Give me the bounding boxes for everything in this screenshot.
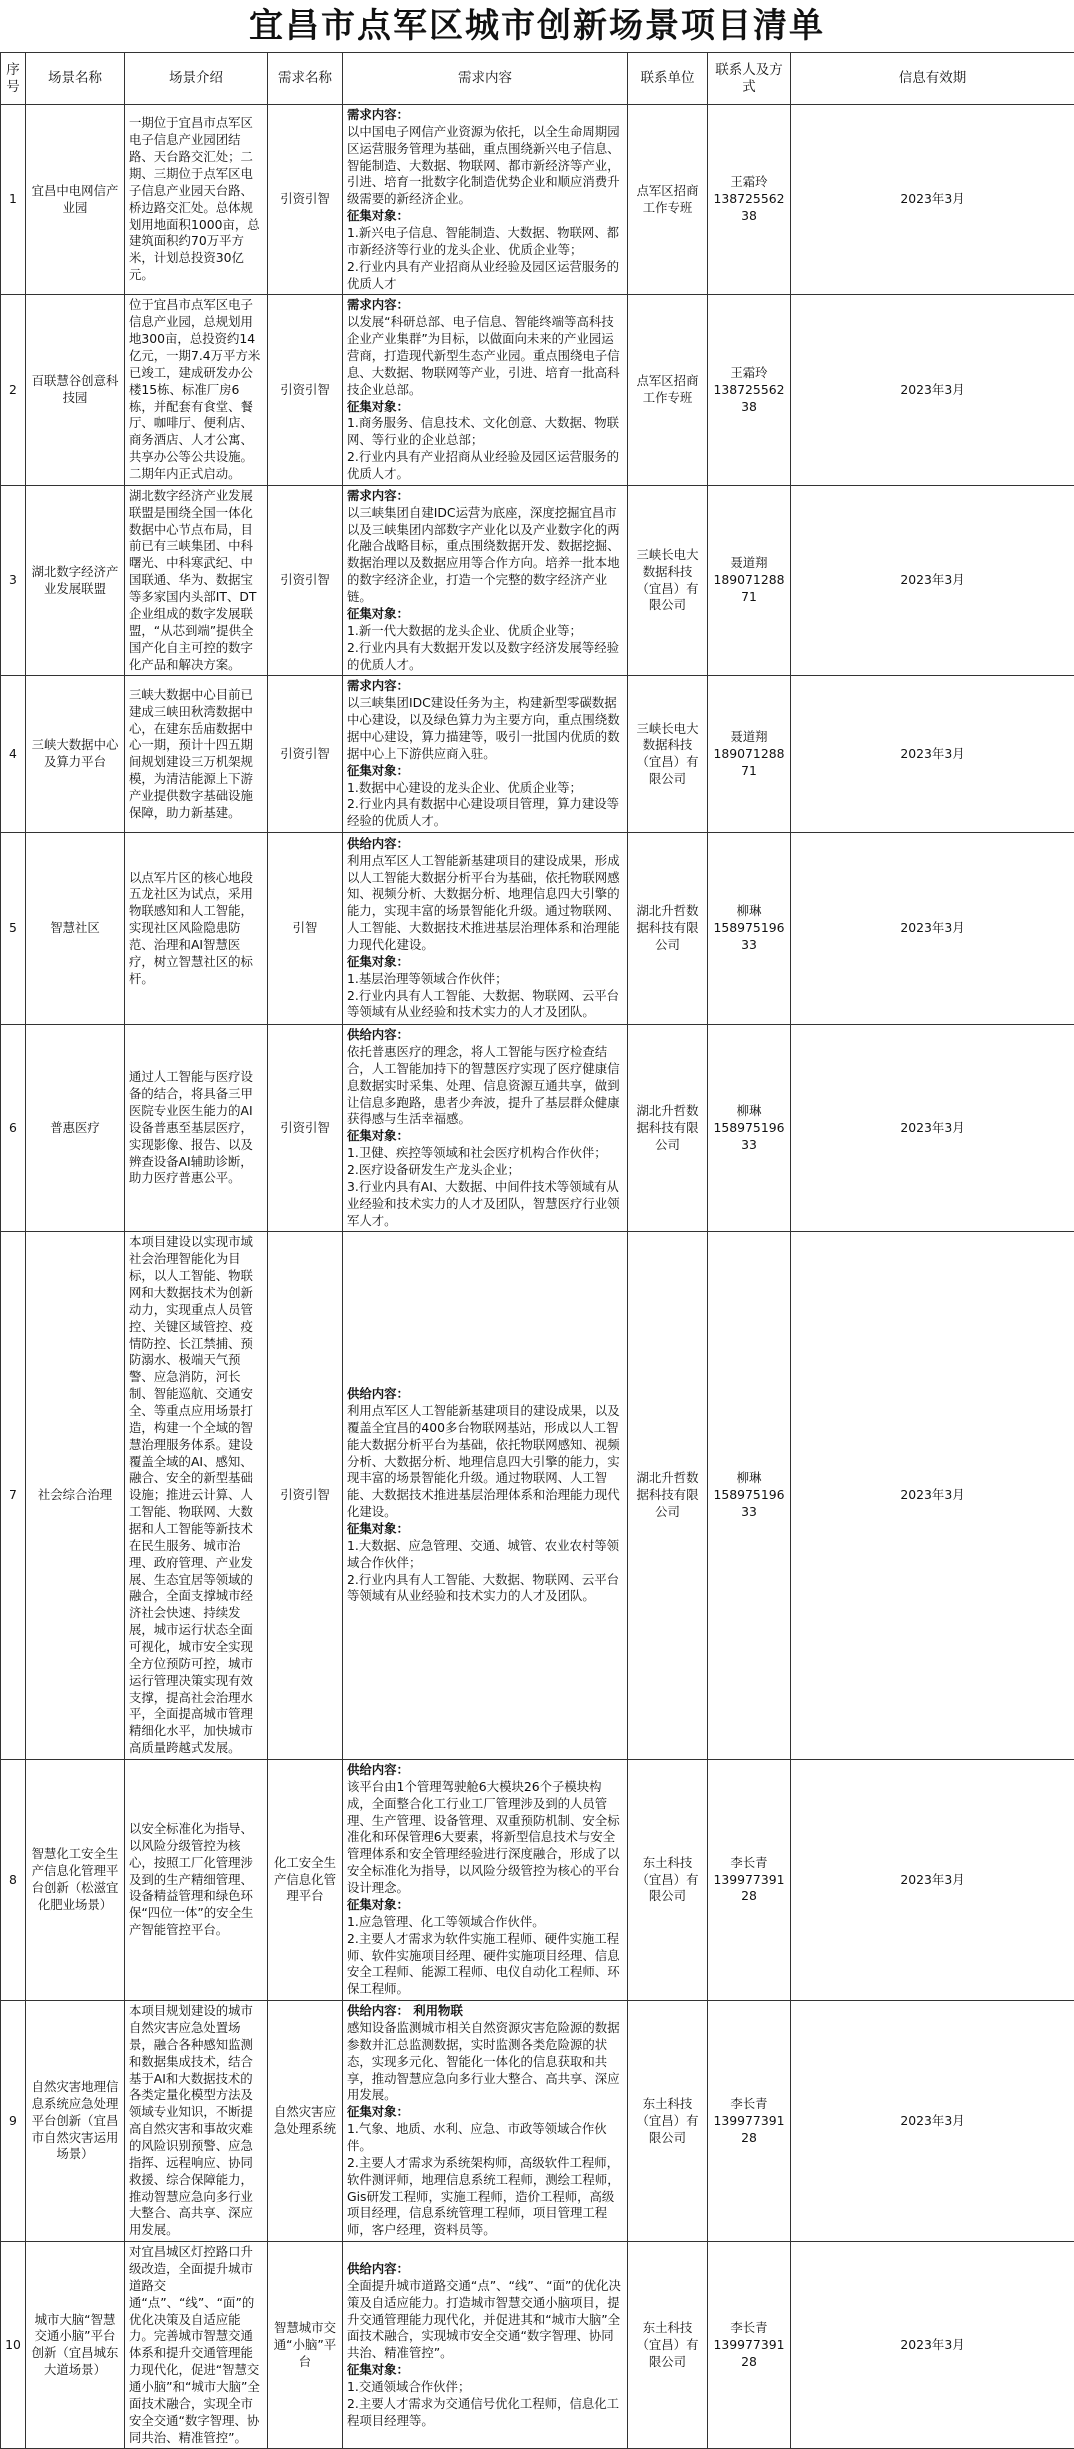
row-number: 4 (1, 676, 26, 833)
need-content-heading: 供给内容： (347, 1027, 623, 1044)
contact-person: 柳琳 (712, 903, 786, 920)
need-content-paragraph: 1.商务服务、信息技术、文化创意、大数据、物联网、等行业的企业总部； (347, 415, 623, 449)
table-body (1, 105, 1074, 2449)
need-content-paragraph: 感知设备监测城市相关自然资源灾害危险源的数据参数并汇总监测数据，实时监测各类危险源的状态，实现多元化、智能化一体化的信息获取和共享，推动智慧应急向多行业大整合、高共享、深应用发展。 (347, 2020, 623, 2104)
need-content-heading: 需求内容： (347, 297, 623, 314)
scene-intro: 本项目建设以实现市域社会治理智能化为目标，以人工智能、物联网和大数据技术为创新动力，实现重点人员管控、关键区域管控、疫情防控、长江禁捕、预防溺水、极端天气预警、应急消防，河长制、智能巡航、交通安全、等重点应用场景打造，构建一个全域的智慧治理服务体系。建设覆盖全域的AI、感知、融合、安全的新型基础设施；推进云计算、人工智能、物联网、大数据和人工智能等新技术在民生服务、城市治理、政府管理、产业发展、生态宜居等领域的融合，全面支撑城市经济社会快速、持续发展，城市运行状态全面可视化，城市安全实现全方位预防可控，城市运行管理决策实现有效支撑，提高社会治理水平，全面提高城市管理精细化水平，加快城市高质量跨越式发展。 (125, 1232, 268, 1760)
need-name: 引资引智 (268, 676, 343, 833)
contact-person-cell (708, 676, 791, 833)
need-content-paragraph: 1.应急管理、化工等领域合作伙伴。 (347, 1914, 623, 1931)
row-number: 8 (1, 1760, 26, 2001)
need-content-paragraph: 2.行业内具有人工智能、大数据、物联网、云平台等领域有从业经验和技术实力的人才及团队。 (347, 1572, 623, 1606)
need-name: 引资引智 (268, 1025, 343, 1232)
need-content (343, 1760, 628, 2001)
need-content (343, 485, 628, 675)
row-number: 6 (1, 1025, 26, 1232)
need-name: 引资引智 (268, 485, 343, 675)
need-content-paragraph: 1.新兴电子信息、智能制造、大数据、物联网、都市新经济等行业的龙头企业、优质企业等； (347, 225, 623, 259)
contact-phone: 18907128871 (712, 572, 786, 606)
contact-person: 李长青 (712, 1855, 786, 1872)
row-number: 9 (1, 2001, 26, 2242)
table-row (1, 1232, 1074, 1760)
need-content-paragraph: 利用点军区人工智能新基建项目的建设成果，形成以人工智能大数据分析平台为基础，依托物联网感知、视频分析、大数据分析、地理信息四大引擎的能力，实现丰富的场景智能化升级。通过物联网、人工智能、大数据技术推进基层治理体系和治理能力现代化建设。 (347, 853, 623, 954)
row-number: 10 (1, 2242, 26, 2449)
need-content-paragraph: 该平台由1个管理驾驶舱6大模块26个子模块构成，全面整合化工行业工厂管理涉及到的人员管理、生产管理、设备管理、双重预防机制、安全标准化和环保管理6大要素，将新型信息技术与安全管理体系和安全管理经验进行深度融合，形成了以安全标准化为指导，以风险分级管控为核心的平台设计理念。 (347, 1779, 623, 1897)
valid-period: 2023年3月 (791, 676, 1074, 833)
row-number: 1 (1, 105, 26, 295)
need-content-paragraph: 以三峡集团自建IDC运营为底座，深度挖掘宜昌市以及三峡集团内部数字产业化以及产业数字化的两化融合战略目标，重点围绕数据开发、数据挖掘、数据治理以及数据应用等合作方向。培养一批本地的数字经济企业，打造一个完整的数字经济产业链。 (347, 505, 623, 606)
contact-person-cell (708, 2242, 791, 2449)
contact-unit: 东土科技（宜昌）有限公司 (628, 1760, 708, 2001)
need-content-paragraph: 1.新一代大数据的龙头企业、优质企业等； (347, 623, 623, 640)
contact-person: 王霜玲 (712, 365, 786, 382)
contact-phone: 13997739128 (712, 2337, 786, 2371)
contact-person-cell (708, 1025, 791, 1232)
contact-person-cell (708, 485, 791, 675)
page-title: 宜昌市点军区城市创新场景项目清单 (0, 0, 1074, 52)
contact-unit: 点军区招商工作专班 (628, 295, 708, 485)
row-number: 3 (1, 485, 26, 675)
contact-unit: 湖北升哲数据科技有限公司 (628, 833, 708, 1025)
contact-person-cell (708, 833, 791, 1025)
contact-phone: 15897519633 (712, 1120, 786, 1154)
need-content-paragraph: 全面提升城市道路交通“点”、“线”、“面”的优化决策及自适应能力。打造城市智慧交通小脑项目，提升交通管理能力现代化，并促进其和“城市大脑”全面技术融合，实现城市安全交通“数字智理、协同共治、精准管控”。 (347, 2278, 623, 2362)
header-contact: 联系人及方式 (708, 53, 791, 105)
contact-unit: 三峡长电大数据科技（宜昌）有限公司 (628, 676, 708, 833)
scene-intro: 本项目规划建设的城市自然灾害应急处置场景，融合各种感知监测和数据集成技术，结合基于AI和大数据技术的各类定量化模型方法及领域专业知识，不断提高自然灾害和事故灾难的风险识别预警、应急指挥、远程响应、协同救援、综合保障能力，推动智慧应急向多行业大整合、高共享、深应用发展。 (125, 2001, 268, 2242)
scene-intro: 以点军片区的核心地段五龙社区为试点，采用物联感知和人工智能，实现社区风险隐患防范、治理和AI智慧医疗，树立智慧社区的标杆。 (125, 833, 268, 1025)
contact-phone: 18907128871 (712, 746, 786, 780)
need-content-heading: 供给内容： (347, 1762, 623, 1779)
need-content-heading: 征集对象： (347, 2104, 623, 2121)
need-content (343, 2242, 628, 2449)
row-number: 2 (1, 295, 26, 485)
header-valid: 信息有效期 (791, 53, 1074, 105)
scene-intro: 通过人工智能与医疗设备的结合，将具备三甲医院专业医生能力的AI设备普惠至基层医疗，实现影像、报告、以及辨查设备AI辅助诊断，助力医疗普惠公平。 (125, 1025, 268, 1232)
need-content-paragraph: 2.行业内具有人工智能、大数据、物联网、云平台等领域有从业经验和技术实力的人才及团队。 (347, 988, 623, 1022)
row-number: 7 (1, 1232, 26, 1760)
need-content-heading: 征集对象： (347, 1128, 623, 1145)
contact-person-cell (708, 295, 791, 485)
need-content-heading: 征集对象： (347, 399, 623, 416)
need-content-paragraph: 以三峡集团IDC建设任务为主，构建新型零碳数据中心建设，以及绿色算力为主要方向，重点围绕数据中心建设，算力描建等，吸引一批国内优质的数据中心上下游供应商入驻。 (347, 695, 623, 762)
contact-person-cell (708, 1232, 791, 1760)
valid-period: 2023年3月 (791, 295, 1074, 485)
contact-unit: 湖北升哲数据科技有限公司 (628, 1232, 708, 1760)
need-content-paragraph: 1.数据中心建设的龙头企业、优质企业等； (347, 780, 623, 797)
table-row (1, 833, 1074, 1025)
valid-period: 2023年3月 (791, 1232, 1074, 1760)
valid-period: 2023年3月 (791, 2242, 1074, 2449)
valid-period: 2023年3月 (791, 485, 1074, 675)
need-content-paragraph: 依托普惠医疗的理念，将人工智能与医疗检查结合，人工智能加持下的智慧医疗实现了医疗健康信息数据实时采集、处理、信息资源互通共享，做到让信息多跑路，患者少奔波，提升了基层群众健康获得感与生活幸福感。 (347, 1044, 623, 1128)
need-name: 化工安全生产信息化管理平台 (268, 1760, 343, 2001)
table-row (1, 1760, 1074, 2001)
header-name: 场景名称 (26, 53, 125, 105)
contact-phone: 15897519633 (712, 920, 786, 954)
need-content-heading: 供给内容： (347, 2261, 623, 2278)
table-header-row (1, 53, 1074, 105)
contact-person: 柳琳 (712, 1103, 786, 1120)
table-row (1, 676, 1074, 833)
need-content-heading: 需求内容： (347, 488, 623, 505)
need-content-paragraph: 以发展“科研总部、电子信息、智能终端等高科技企业产业集群”为目标，以做面向未来的产业园运营商，打造现代新型生态产业园。重点围绕电子信息、大数据、物联网等产业，引进、培育一批高科技企业总部。 (347, 314, 623, 398)
valid-period: 2023年3月 (791, 2001, 1074, 2242)
header-need-name: 需求名称 (268, 53, 343, 105)
need-content-paragraph: 2.主要人才需求为交通信号优化工程师，信息化工程项目经理等。 (347, 2396, 623, 2430)
need-content-paragraph: 2.主要人才需求为系统架构师，高级软件工程师，软件测评师，地理信息系统工程师，测绘工程师，Gis研发工程师，实施工程师，造价工程师，高级项目经理，信息系统管理工程师，项目管理工程师，客户经理，资料员等。 (347, 2155, 623, 2239)
scene-name: 城市大脑“智慧交通小脑”平台创新（宜昌城东大道场景） (26, 2242, 125, 2449)
need-content-paragraph: 利用点军区人工智能新基建项目的建设成果，以及覆盖全宜昌的400多台物联网基站，形成以人工智能大数据分析平台为基础，依托物联网感知、视频分析、大数据分析、地理信息四大引擎的能力，实现丰富的场景智能化升级。通过物联网、人工智能、大数据技术推进基层治理体系和治理能力现代化建设。 (347, 1403, 623, 1521)
need-name: 引资引智 (268, 105, 343, 295)
table-row (1, 485, 1074, 675)
project-table (0, 52, 1074, 2449)
contact-phone: 15897519633 (712, 1487, 786, 1521)
need-content-paragraph: 1.卫健、疾控等领域和社会医疗机构合作伙伴； (347, 1145, 623, 1162)
contact-phone: 13872556238 (712, 191, 786, 225)
contact-person-cell (708, 2001, 791, 2242)
need-content-paragraph: 1.基层治理等领域合作伙伴； (347, 971, 623, 988)
need-content-heading: 征集对象： (347, 2362, 623, 2379)
contact-person: 李长青 (712, 2320, 786, 2337)
contact-phone: 13997739128 (712, 1872, 786, 1906)
scene-name: 自然灾害地理信息系统应急处理平台创新（宜昌市自然灾害运用场景） (26, 2001, 125, 2242)
valid-period: 2023年3月 (791, 1025, 1074, 1232)
need-content-heading: 需求内容： (347, 678, 623, 695)
scene-intro: 对宜昌城区灯控路口升级改造，全面提升城市道路交通“点”、“线”、“面”的优化决策及自适应能力。完善城市智慧交通体系和提升交通管理能力现代化，促进“智慧交通小脑”和“城市大脑”全面技术融合，实现全市安全交通“数字智理、协同共治、精准管控”。 (125, 2242, 268, 2449)
scene-intro: 以安全标准化为指导、以风险分级管控为核心，按照工厂化管理涉及到的生产精细管理、设备精益管理和绿色环保“四位一体”的安全生产智能管控平台。 (125, 1760, 268, 2001)
table-row (1, 295, 1074, 485)
contact-person-cell (708, 105, 791, 295)
need-name: 自然灾害应急处理系统 (268, 2001, 343, 2242)
need-content (343, 295, 628, 485)
contact-phone: 13997739128 (712, 2113, 786, 2147)
need-content-heading: 需求内容： (347, 107, 623, 124)
need-content (343, 676, 628, 833)
need-content-heading: 征集对象： (347, 1521, 623, 1538)
scene-intro: 一期位于宜昌市点军区电子信息产业园团结路、天台路交汇处；二期、三期位于点军区电子信息产业园天台路、桥边路交汇处。总体规划用地面积1000亩，总建筑面积约70万平方米，计划总投资30亿元。 (125, 105, 268, 295)
scene-name: 智慧化工安全生产信息化管理平台创新（松滋宜化肥业场景） (26, 1760, 125, 2001)
table-row (1, 105, 1074, 295)
table-row (1, 2242, 1074, 2449)
row-number: 5 (1, 833, 26, 1025)
need-content (343, 1232, 628, 1760)
contact-unit: 三峡长电大数据科技（宜昌）有限公司 (628, 485, 708, 675)
scene-name: 三峡大数据中心及算力平台 (26, 676, 125, 833)
valid-period: 2023年3月 (791, 105, 1074, 295)
need-content-paragraph: 2.主要人才需求为软件实施工程师、硬件实施工程师、软件实施项目经理、硬件实施项目经理、信息安全工程师、能源工程师、电仪自动化工程师、环保工程师。 (347, 1931, 623, 1998)
need-content-heading: 征集对象： (347, 1897, 623, 1914)
contact-phone: 13872556238 (712, 382, 786, 416)
scene-intro: 三峡大数据中心目前已建成三峡田秋湾数据中心，在建东岳庙数据中心一期，预计十四五期间规划建设三万机架规模，为清洁能源上下游产业提供数字基础设施保障，助力新基建。 (125, 676, 268, 833)
need-content (343, 2001, 628, 2242)
need-content-paragraph: 1.交通领域合作伙伴； (347, 2379, 623, 2396)
contact-person-cell (708, 1760, 791, 2001)
contact-unit: 湖北升哲数据科技有限公司 (628, 1025, 708, 1232)
need-content-paragraph: 1.大数据、应急管理、交通、城管、农业农村等领域合作伙伴； (347, 1538, 623, 1572)
contact-unit: 东土科技（宜昌）有限公司 (628, 2001, 708, 2242)
need-name: 引资引智 (268, 295, 343, 485)
need-content-heading: 供给内容： (347, 1386, 623, 1403)
need-content-paragraph: 2.行业内具有数据中心建设项目管理，算力建设等经验的优质人才。 (347, 796, 623, 830)
scene-name: 宜昌中电网信产业园 (26, 105, 125, 295)
need-name: 引智 (268, 833, 343, 1025)
scene-name: 普惠医疗 (26, 1025, 125, 1232)
need-content-paragraph: 2.医疗设备研发生产龙头企业； (347, 1162, 623, 1179)
scene-name: 社会综合治理 (26, 1232, 125, 1760)
need-content-heading: 征集对象： (347, 208, 623, 225)
need-content-paragraph: 1.气象、地质、水利、应急、市政等领域合作伙伴。 (347, 2121, 623, 2155)
need-name: 引资引智 (268, 1232, 343, 1760)
scene-intro: 湖北数字经济产业发展联盟是围绕全国一体化数据中心节点布局，目前已有三峡集团、中科曙光、中科寒武纪、中国联通、华为、数据宝等多家国内头部IT、DT企业组成的数字发展联盟，“从芯到端”提供全国产化自主可控的数字化产品和解决方案。 (125, 485, 268, 675)
need-content-heading: 征集对象： (347, 954, 623, 971)
need-content-heading: 征集对象： (347, 763, 623, 780)
contact-person: 聂道翔 (712, 729, 786, 746)
scene-name: 湖北数字经济产业发展联盟 (26, 485, 125, 675)
scene-name: 百联慧谷创意科技园 (26, 295, 125, 485)
valid-period: 2023年3月 (791, 833, 1074, 1025)
need-content-heading: 征集对象： (347, 606, 623, 623)
contact-person: 柳琳 (712, 1470, 786, 1487)
need-content (343, 833, 628, 1025)
header-unit: 联系单位 (628, 53, 708, 105)
need-content-paragraph: 3.行业内具有AI、大数据、中间件技术等领域有从业经验和技术实力的人才及团队，智慧医疗行业领军人才。 (347, 1179, 623, 1230)
contact-person: 王霜玲 (712, 174, 786, 191)
valid-period: 2023年3月 (791, 1760, 1074, 2001)
need-content-paragraph: 2.行业内具有大数据开发以及数字经济发展等经验的优质人才。 (347, 640, 623, 674)
header-intro: 场景介绍 (125, 53, 268, 105)
contact-person: 聂道翔 (712, 555, 786, 572)
scene-intro: 位于宜昌市点军区电子信息产业园，总规划用地300亩，总投资约14亿元，一期7.4万平方米已竣工，建成研发办公楼15栋、标准厂房6栋，并配套有食堂、餐厅、咖啡厅、便利店、商务酒店、人才公寓、共享办公等公共设施。二期年内正式启动。 (125, 295, 268, 485)
header-need-content: 需求内容 (343, 53, 628, 105)
need-content (343, 105, 628, 295)
contact-unit: 点军区招商工作专班 (628, 105, 708, 295)
need-name: 智慧城市交通“小脑”平台 (268, 2242, 343, 2449)
header-no: 序号 (1, 53, 26, 105)
need-content-heading: 供给内容： (347, 836, 623, 853)
need-content-heading: 供给内容： 利用物联 (347, 2003, 623, 2020)
contact-person: 李长青 (712, 2096, 786, 2113)
need-content-paragraph: 2.行业内具有产业招商从业经验及园区运营服务的优质人才。 (347, 449, 623, 483)
table-row (1, 2001, 1074, 2242)
need-content (343, 1025, 628, 1232)
table-row (1, 1025, 1074, 1232)
scene-name: 智慧社区 (26, 833, 125, 1025)
need-content-paragraph: 以中国电子网信产业资源为依托，以全生命周期园区运营服务管理为基础，重点围绕新兴电子信息、智能制造、大数据、物联网、都市新经济等产业，引进、培育一批数字化制造优势企业和顺应消费升级需要的新经济企业。 (347, 124, 623, 208)
need-content-paragraph: 2.行业内具有产业招商从业经验及园区运营服务的优质人才 (347, 259, 623, 293)
contact-unit: 东土科技（宜昌）有限公司 (628, 2242, 708, 2449)
